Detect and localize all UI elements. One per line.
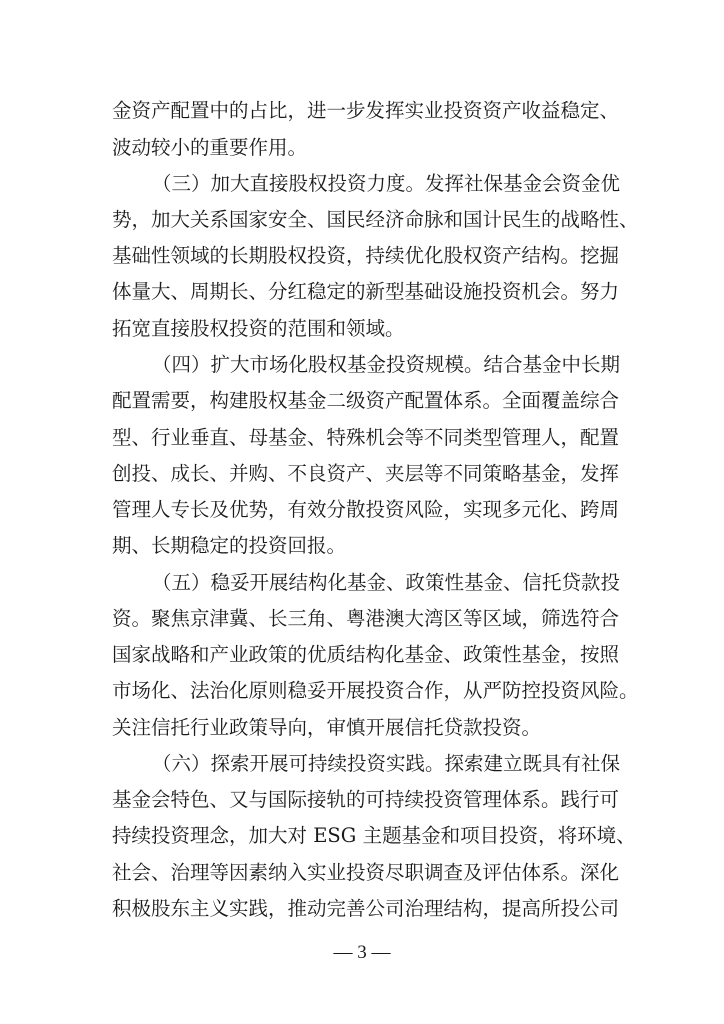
text-line: 拓宽直接股权投资的范围和领域。 <box>112 317 405 340</box>
section-heading-line: （三）加大直接股权投资力度。发挥社保基金会资金优 <box>152 172 621 195</box>
section-heading-line: （六）探索开展可持续投资实践。探索建立既具有社保 <box>152 752 621 775</box>
text-line: 金资产配置中的占比，进一步发挥实业投资资产收益稳定、 <box>112 99 620 122</box>
text-line: 型、行业垂直、母基金、特殊机会等不同类型管理人，配置 <box>112 426 620 449</box>
text-line: 社会、治理等因素纳入实业投资尽职调查及评估体系。深化 <box>112 861 620 884</box>
text-line: 期、长期稳定的投资回报。 <box>112 534 347 557</box>
section-heading-line: （四）扩大市场化股权基金投资规模。结合基金中长期 <box>152 353 621 376</box>
section-heading-line: （五）稳妥开展结构化基金、政策性基金、信托贷款投 <box>152 571 621 594</box>
text-line: 持续投资理念，加大对 ESG 主题基金和项目投资，将环境、 <box>112 824 636 847</box>
text-line: 管理人专长及优势，有效分散投资风险，实现多元化、跨周 <box>112 498 620 521</box>
text-line: 市场化、法治化原则稳妥开展投资合作，从严防控投资风险。 <box>112 679 639 702</box>
text-line: 创投、成长、并购、不良资产、夹层等不同策略基金，发挥 <box>112 462 620 485</box>
text-line: 国家战略和产业政策的优质结构化基金、政策性基金，按照 <box>112 643 620 666</box>
text-line: 配置需要，构建股权基金二级资产配置体系。全面覆盖综合 <box>112 389 620 412</box>
page-number: — 3 — <box>333 942 391 963</box>
text-line: 积极股东主义实践，推动完善公司治理结构，提高所投公司 <box>112 897 620 920</box>
text-line: 关注信托行业政策导向，审慎开展信托贷款投资。 <box>112 716 542 739</box>
text-line: 波动较小的重要作用。 <box>112 136 308 159</box>
text-line: 体量大、周期长、分红稳定的新型基础设施投资机会。努力 <box>112 280 620 303</box>
text-line: 基础性领域的长期股权投资，持续优化股权资产结构。挖掘 <box>112 244 620 267</box>
text-line: 势，加大关系国家安全、国民经济命脉和国计民生的战略性、 <box>112 208 639 231</box>
text-line: 资。聚焦京津冀、长三角、粤港澳大湾区等区域，筛选符合 <box>112 607 620 630</box>
text-line: 基金会特色、又与国际接轨的可持续投资管理体系。践行可 <box>112 788 620 811</box>
